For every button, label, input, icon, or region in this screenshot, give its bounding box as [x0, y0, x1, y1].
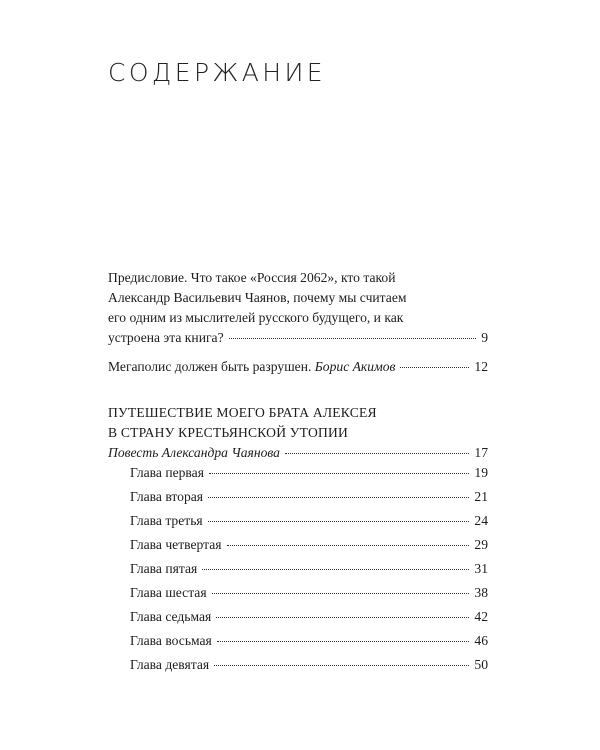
chapter-label: Глава первая	[130, 465, 204, 480]
page-number: 17	[474, 445, 488, 460]
dot-leader	[212, 592, 470, 594]
preface-line-3: его одним из мыслителей русского будущего, и как	[108, 310, 404, 325]
page-number: 42	[474, 609, 488, 624]
story-subtitle-row	[108, 443, 488, 463]
toc-entry-chapter-7[interactable]	[130, 609, 488, 633]
chapter-label: Глава восьмая	[130, 633, 212, 648]
chapter-label: Глава вторая	[130, 489, 204, 504]
toc-entry-chapter-8[interactable]	[130, 633, 488, 657]
page-number: 50	[474, 657, 488, 672]
page-number: 21	[474, 489, 488, 504]
toc-entry-chapter-9[interactable]	[130, 657, 488, 681]
preface-line-1: Предисловие. Что такое «Россия 2062», кто такой	[108, 270, 396, 285]
dot-leader	[229, 337, 477, 339]
chapter-label: Глава третья	[130, 513, 203, 528]
chapter-list	[130, 465, 488, 681]
page-number: 24	[474, 513, 488, 528]
dot-leader	[285, 452, 469, 454]
megapolis-author: Борис Акимов	[314, 359, 396, 374]
story-title-line-1: ПУТЕШЕСТВИЕ МОЕГО БРАТА АЛЕКСЕЯ	[108, 405, 377, 420]
toc-entry-chapter-4[interactable]	[130, 537, 488, 561]
megapolis-title	[108, 357, 395, 377]
chapter-label: Глава седьмая	[130, 609, 212, 624]
story-subtitle: Повесть Александра Чаянова	[108, 445, 280, 460]
toc-entry-megapolis[interactable]	[108, 357, 488, 377]
dot-leader	[217, 640, 470, 642]
chapter-label: Глава четвертая	[130, 537, 222, 552]
toc-entry-preface[interactable]	[108, 268, 488, 348]
toc-entry-story[interactable]	[108, 403, 488, 463]
preface-line-2: Александр Васильевич Чаянов, почему мы считаем	[108, 290, 407, 305]
chapter-label: Глава девятая	[130, 657, 210, 672]
dot-leader	[214, 664, 469, 666]
chapter-label: Глава пятая	[130, 561, 198, 576]
page-number: 38	[474, 585, 488, 600]
preface-line-4: устроена эта книга?	[108, 330, 224, 345]
page-number: 12	[474, 359, 488, 374]
dot-leader	[208, 496, 469, 498]
page-number: 31	[474, 561, 488, 576]
dot-leader	[400, 366, 469, 368]
page-number: 29	[474, 537, 488, 552]
toc-entry-chapter-1[interactable]	[130, 465, 488, 489]
toc-entry-chapter-2[interactable]	[130, 489, 488, 513]
dot-leader	[209, 472, 469, 474]
story-title-line-2: В СТРАНУ КРЕСТЬЯНСКОЙ УТОПИИ	[108, 425, 349, 440]
page-number: 19	[474, 465, 488, 480]
megapolis-title-text: Мегаполис должен быть разрушен.	[108, 359, 312, 374]
toc-entry-chapter-5[interactable]	[130, 561, 488, 585]
toc-entry-chapter-3[interactable]	[130, 513, 488, 537]
dot-leader	[202, 568, 469, 570]
page-number: 9	[481, 330, 488, 345]
preface-last-row	[108, 328, 488, 348]
chapter-label: Глава шестая	[130, 585, 207, 600]
dot-leader	[208, 520, 470, 522]
dot-leader	[216, 616, 469, 618]
toc-entry-chapter-6[interactable]	[130, 585, 488, 609]
megapolis-row	[108, 357, 488, 377]
dot-leader	[227, 544, 470, 546]
page-number: 46	[474, 633, 488, 648]
page-title: СОДЕРЖАНИЕ	[108, 58, 326, 87]
